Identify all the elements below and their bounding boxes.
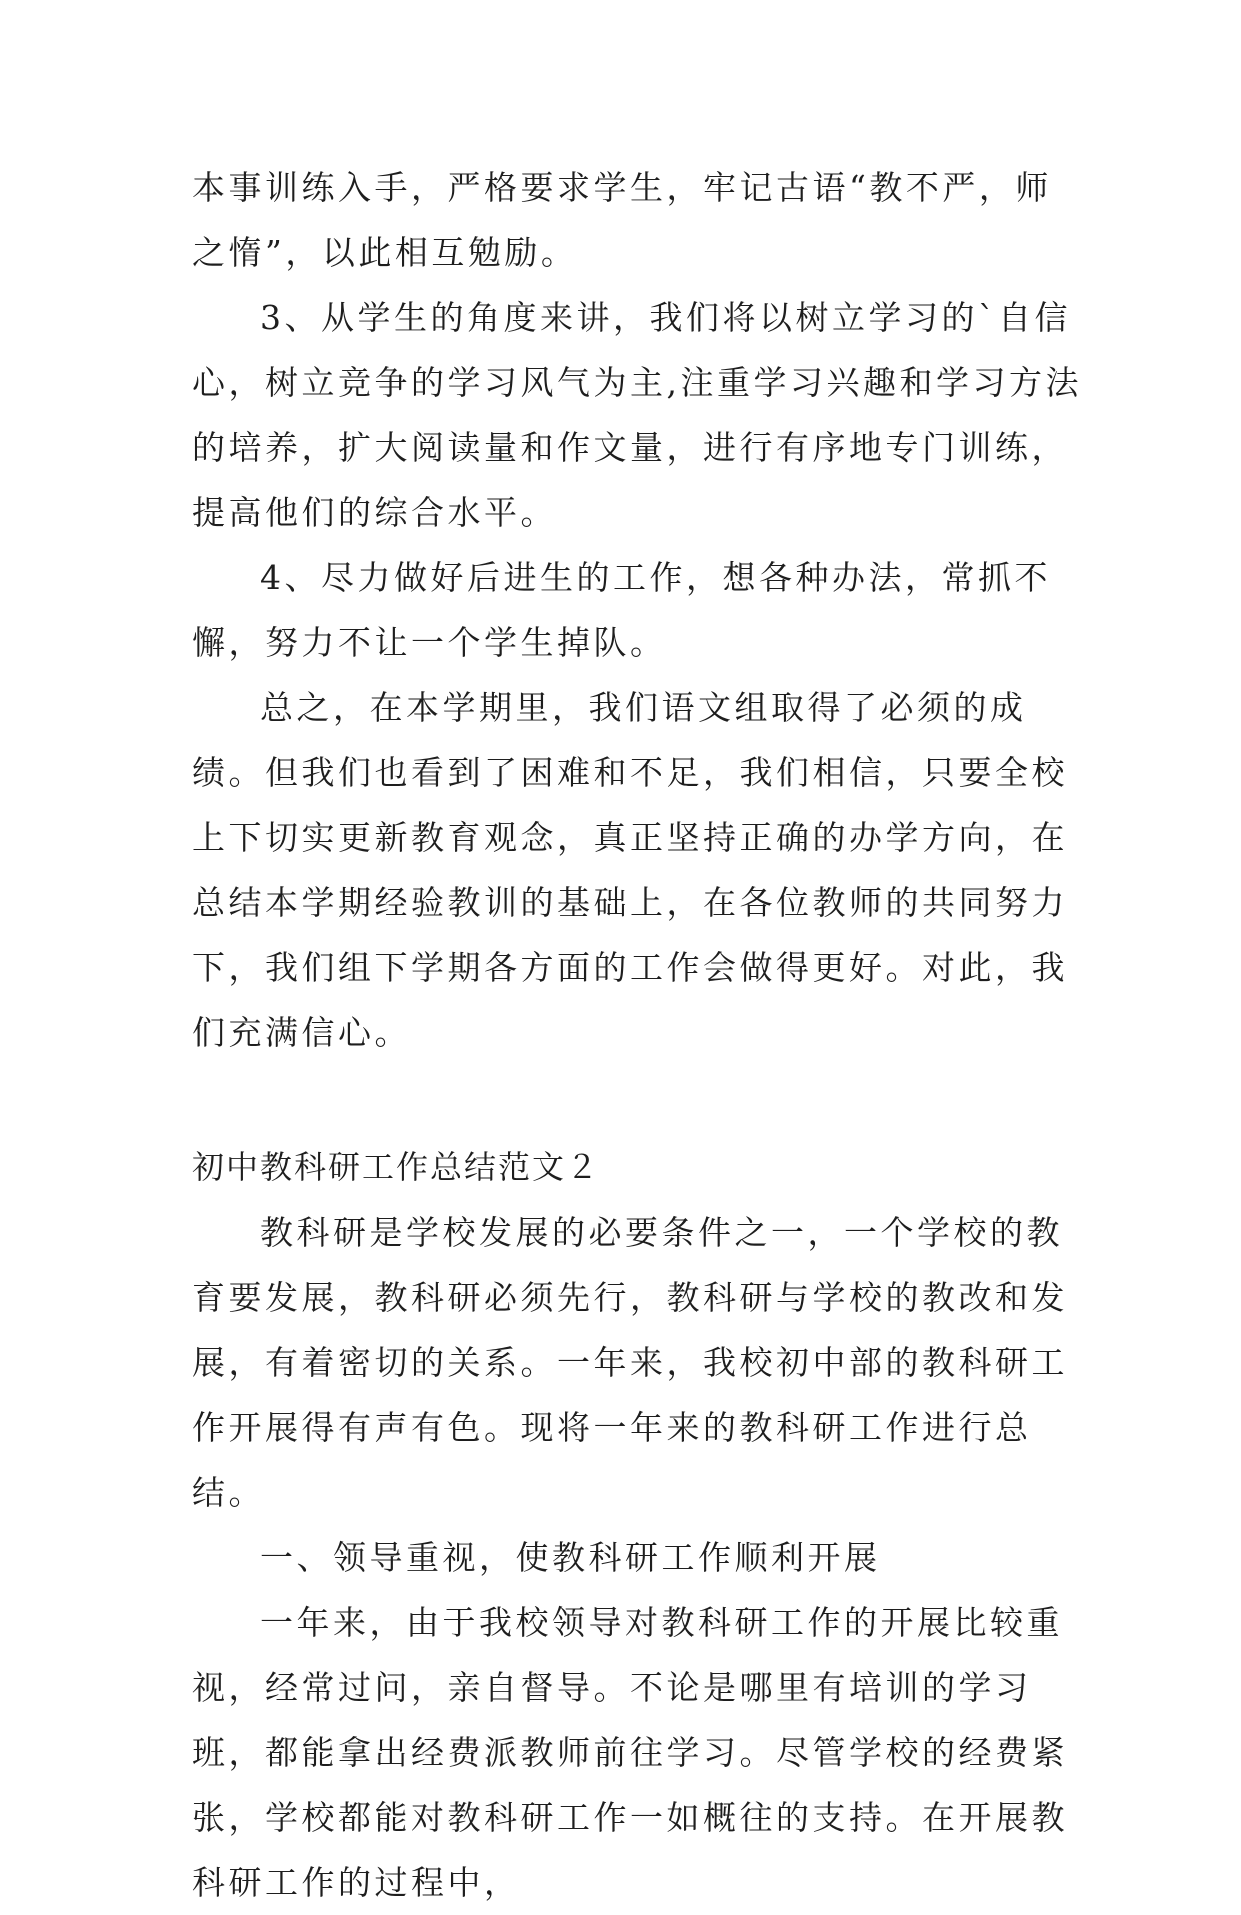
- paragraph-summary: 总之，在本学期里，我们语文组取得了必须的成绩。但我们也看到了困难和不足，我们相信，只要全校上下切实更新教育观念，真正坚持正确的办学方向，在总结本学期经验教训的基础上，在各位教师的共同努力下，我们组下学期各方面的工作会做得更好。对此，我们充满信心。: [192, 688, 1068, 1052]
- paragraph-item-4: 4、尽力做好后进生的工作，想各种办法，常抓不懈，努力不让一个学生掉队。: [192, 558, 1051, 662]
- section2-heading-1: 一、领导重视，使教科研工作顺利开展: [260, 1538, 881, 1577]
- paragraph-item-3: 3、从学生的角度来讲，我们将以树立学习的`自信心，树立竞争的学习风气为主,注重学习兴趣和学习方法的培养，扩大阅读量和作文量，进行有序地专门训练，提高他们的综合水平。: [192, 298, 1082, 532]
- paragraph-continued: 本事训练入手，严格要求学生，牢记古语“教不严，师之惰”，以此相互勉励。: [192, 168, 1052, 272]
- section2-paragraph: 一年来，由于我校领导对教科研工作的开展比较重视，经常过问，亲自督导。不论是哪里有培训的学习班，都能拿出经费派教师前往学习。尽管学校的经费紧张，学校都能对教科研工作一如概往的支持。在开展教科研工作的过程中，: [192, 1603, 1068, 1902]
- section-title: 初中教科研工作总结范文２: [192, 1148, 601, 1186]
- section2-intro-paragraph: 教科研是学校发展的必要条件之一，一个学校的教育要发展，教科研必须先行，教科研与学校的教改和发展，有着密切的关系。一年来，我校初中部的教科研工作开展得有声有色。现将一年来的教科研工作进行总结。: [192, 1213, 1068, 1512]
- document-body: [192, 155, 1082, 1915]
